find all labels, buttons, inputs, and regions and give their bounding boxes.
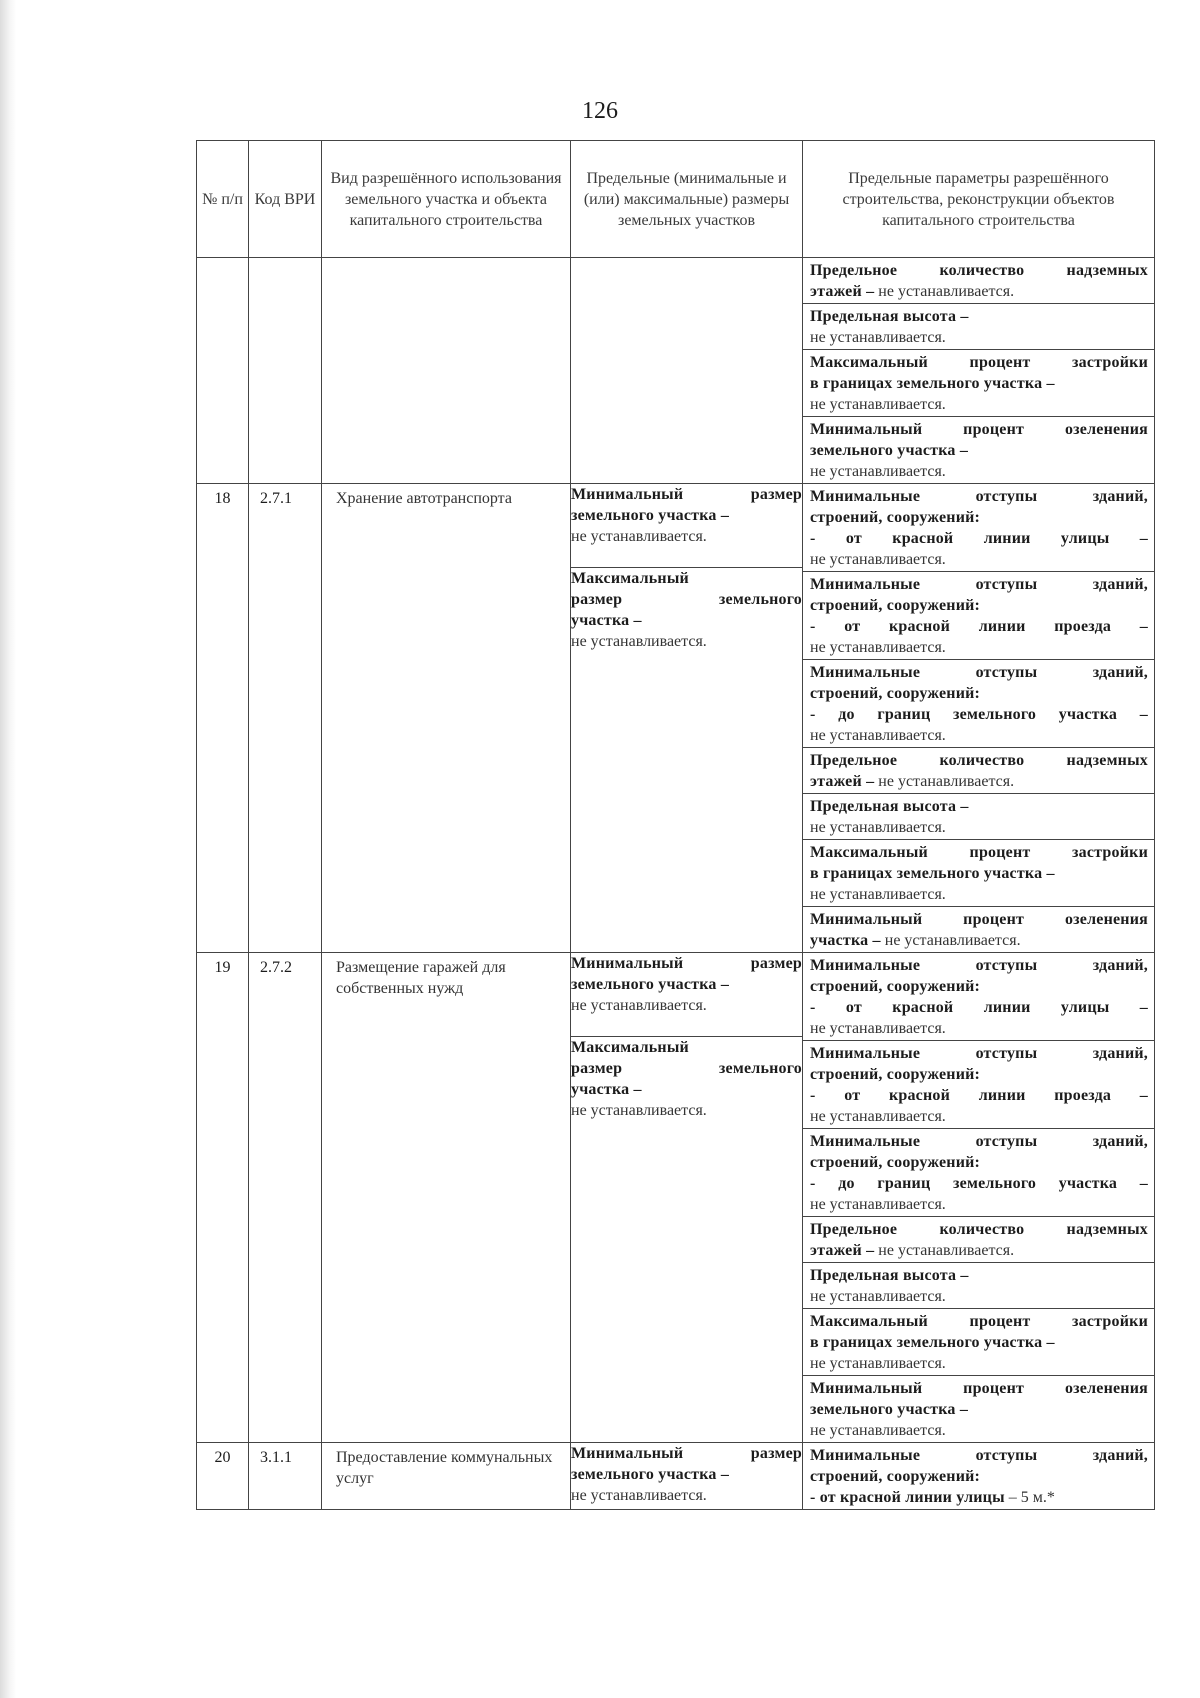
param-item: Предельное количество надземных этажей – не устанавливается. bbox=[803, 1217, 1154, 1263]
sizes-cell bbox=[571, 484, 803, 953]
param-item: Максимальный процент застройки в границах земельного участка – не устанавливается. bbox=[803, 350, 1154, 417]
params-cell bbox=[803, 484, 1155, 953]
page-number: 126 bbox=[582, 98, 618, 124]
row-use-name: Размещение гаражей для собственных нужд bbox=[322, 953, 571, 1443]
sizes-cell bbox=[571, 953, 803, 1443]
row-code: 2.7.2 bbox=[249, 953, 322, 1443]
param-item: Предельная высота – не устанавливается. bbox=[803, 304, 1154, 350]
param-item: Минимальный процент озеленения земельного участка – не устанавливается. bbox=[810, 1380, 1148, 1439]
continuation-row bbox=[197, 258, 1155, 484]
size-max: Максимальный размер земельного участка – не устанавливается. bbox=[571, 570, 802, 650]
table-row bbox=[197, 484, 1155, 953]
scan-edge-shadow bbox=[0, 0, 16, 1698]
params-cell bbox=[803, 1443, 1155, 1510]
param-item: Максимальный процент застройки в границах земельного участка – не устанавливается. bbox=[803, 840, 1154, 907]
row-number: 19 bbox=[197, 953, 249, 1443]
params-cell bbox=[803, 258, 1155, 484]
row-code: 2.7.1 bbox=[249, 484, 322, 953]
row-number: 18 bbox=[197, 484, 249, 953]
param-item: Минимальные отступы зданий, строений, сооружений: - от красной линии проезда – не устанавливается. bbox=[803, 1041, 1154, 1129]
header-sizes: Предельные (минимальные и (или) максимальные) размеры земельных участков bbox=[571, 141, 803, 258]
size-min: Минимальный размер земельного участка – не устанавливается. bbox=[571, 1445, 802, 1504]
size-min: Минимальный размер земельного участка – не устанавливается. bbox=[571, 953, 802, 1037]
param-item: Минимальные отступы зданий, строений, сооружений: - до границ земельного участка – не устанавливается. bbox=[803, 1129, 1154, 1217]
header-code: Код ВРИ bbox=[249, 141, 322, 258]
param-item: Минимальный процент озеленения участка – не устанавливается. bbox=[810, 911, 1148, 949]
param-item: Максимальный процент застройки в границах земельного участка – не устанавливается. bbox=[803, 1309, 1154, 1376]
row-code: 3.1.1 bbox=[249, 1443, 322, 1510]
param-item: Минимальные отступы зданий, строений, сооружений: - от красной линии улицы – не устанавливается. bbox=[803, 484, 1154, 572]
row-use-name: Предоставление коммунальных услуг bbox=[322, 1443, 571, 1510]
row-use-name: Хранение автотранспорта bbox=[322, 484, 571, 953]
param-item: Минимальный процент озеленения земельного участка – не устанавливается. bbox=[810, 421, 1148, 480]
params-cell bbox=[803, 953, 1155, 1443]
param-item: Предельное количество надземных этажей – не устанавливается. bbox=[803, 258, 1154, 304]
header-row bbox=[197, 141, 1155, 258]
param-item: Минимальные отступы зданий, строений, сооружений: - от красной линии улицы – 5 м.* bbox=[810, 1447, 1148, 1506]
size-min: Минимальный размер земельного участка – не устанавливается. bbox=[571, 484, 802, 568]
param-item: Минимальные отступы зданий, строений, сооружений: - до границ земельного участка – не устанавливается. bbox=[803, 660, 1154, 748]
sizes-cell bbox=[571, 1443, 803, 1510]
param-item: Предельная высота – не устанавливается. bbox=[803, 794, 1154, 840]
size-max: Максимальный размер земельного участка – не устанавливается. bbox=[571, 1039, 802, 1119]
row-number: 20 bbox=[197, 1443, 249, 1510]
header-num: № п/п bbox=[197, 141, 249, 258]
header-use: Вид разрешённого использования земельного участка и объекта капитального строительства bbox=[322, 141, 571, 258]
table-row bbox=[197, 1443, 1155, 1510]
zoning-table bbox=[196, 140, 1155, 1510]
table-row bbox=[197, 953, 1155, 1443]
param-item: Предельное количество надземных этажей – не устанавливается. bbox=[803, 748, 1154, 794]
param-item: Минимальные отступы зданий, строений, сооружений: - от красной линии проезда – не устанавливается. bbox=[803, 572, 1154, 660]
param-item: Предельная высота – не устанавливается. bbox=[803, 1263, 1154, 1309]
header-params: Предельные параметры разрешённого строительства, реконструкции объектов капитального строительства bbox=[803, 141, 1155, 258]
param-item: Минимальные отступы зданий, строений, сооружений: - от красной линии улицы – не устанавливается. bbox=[803, 953, 1154, 1041]
